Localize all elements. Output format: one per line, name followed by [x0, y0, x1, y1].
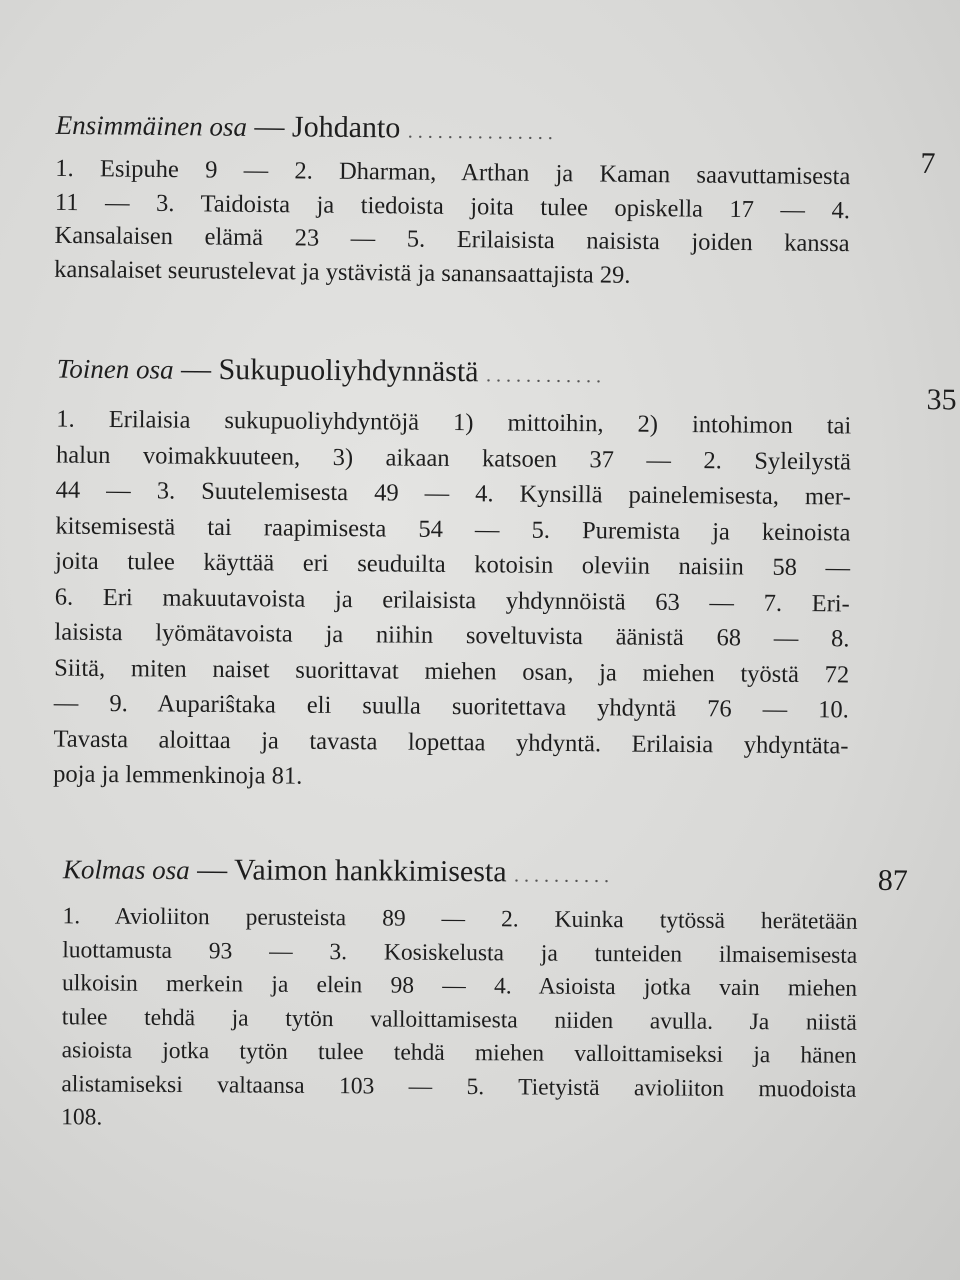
- leader-dots: ...............: [407, 120, 558, 145]
- part-title: Vaimon hankkimisesta: [234, 853, 507, 889]
- leader-dots: ..........: [513, 864, 615, 888]
- chapter-list: [54, 152, 850, 294]
- chapter-line: alistamiseksi valtaansa 103 — 5. Tietyistä avioliiton muodoista: [61, 1070, 857, 1103]
- chapter-line: tulee tehdä ja tytön valloittamisesta niiden avulla. Ja niistä: [61, 1003, 857, 1036]
- chapter-line: Tavasta aloittaa ja tavasta lopettaa yhdyntä. Erilaisia yhdyntäta-: [53, 725, 849, 759]
- chapter-line: — 9. Aupariŝtaka eli suulla suoritettava yhdyntä 76 — 10.: [53, 689, 849, 724]
- chapter-line: 1. Esipuhe 9 — 2. Dharman, Arthan ja Kaman saavuttamisesta: [55, 154, 851, 191]
- chapter-line: kansalaiset seurustelevat ja ystävistä ja sanansaattajista 29.: [54, 255, 631, 289]
- chapter-line: 1. Erilaisia sukupuoliyhdyntöjä 1) mittoihin, 2) intohimon tai: [56, 405, 852, 440]
- part-label: Ensimmäinen osa: [55, 109, 248, 142]
- chapter-line: 11 — 3. Taidoista ja tiedoista joita tulee opiskella 17 — 4.: [54, 188, 851, 224]
- chapter-line: Kansalaisen elämä 23 — 5. Erilaisista naisista joiden kanssa: [54, 221, 850, 258]
- chapter-line: Siitä, miten naiset suorittavat miehen osan, ja miehen työstä 72: [54, 654, 850, 688]
- section-heading: [56, 352, 957, 417]
- chapter-line: 1. Avioliiton perusteista 89 — 2. Kuinka tytössä herätetään: [62, 903, 858, 935]
- page-number: 35: [926, 383, 957, 417]
- heading-dash: —: [254, 109, 285, 144]
- part-title: Sukupuoliyhdynnästä: [218, 352, 479, 389]
- chapter-line: laisista lyömätavoista ja niihin soveltuvista äänistä 68 — 8.: [54, 618, 850, 653]
- part-label: Toinen osa: [56, 353, 174, 385]
- part-title: Johdanto: [291, 110, 401, 145]
- leader-dots: ............: [485, 364, 607, 388]
- chapter-line: 44 — 3. Suutelemisesta 49 — 4. Kynsillä painelemisesta, mer-: [55, 476, 851, 511]
- chapter-line: joita tulee käyttää eri seuduilta kotoisin oleviin naisiin 58 —: [54, 547, 851, 582]
- chapter-line: luottamusta 93 — 3. Kosiskelusta ja tunteiden ilmaisemisesta: [62, 936, 858, 969]
- chapter-line: poja ja lemmenkinoja 81.: [53, 760, 303, 790]
- chapter-line: ulkoisin merkein ja elein 98 — 4. Asioista jotka vain miehen: [61, 970, 858, 1002]
- heading-dash: —: [197, 853, 228, 887]
- heading-dash: —: [180, 352, 212, 386]
- section-heading: [62, 852, 908, 898]
- chapter-line: 6. Eri makuutavoista ja erilaisista yhdynnöistä 63 — 7. Eri-: [54, 583, 850, 617]
- chapter-line: asioista jotka tytön tulee tehdä miehen valloittamiseksi ja hänen: [61, 1037, 857, 1069]
- page-number: 7: [920, 146, 936, 181]
- chapter-list: [61, 900, 858, 1140]
- page-number: 87: [877, 863, 908, 898]
- part-label: Kolmas osa: [62, 854, 190, 886]
- chapter-line: kitsemisestä tai raapimisesta 54 — 5. Puremista ja keinoista: [55, 512, 851, 546]
- toc-section: [53, 352, 957, 799]
- toc-section: [61, 852, 908, 1140]
- toc-section: [54, 108, 936, 294]
- chapter-list: [53, 402, 851, 799]
- chapter-line: halun voimakkuuteen, 3) aikaan katsoen 37 — 2. Syleilystä: [55, 441, 852, 475]
- chapter-line: 108.: [61, 1104, 103, 1131]
